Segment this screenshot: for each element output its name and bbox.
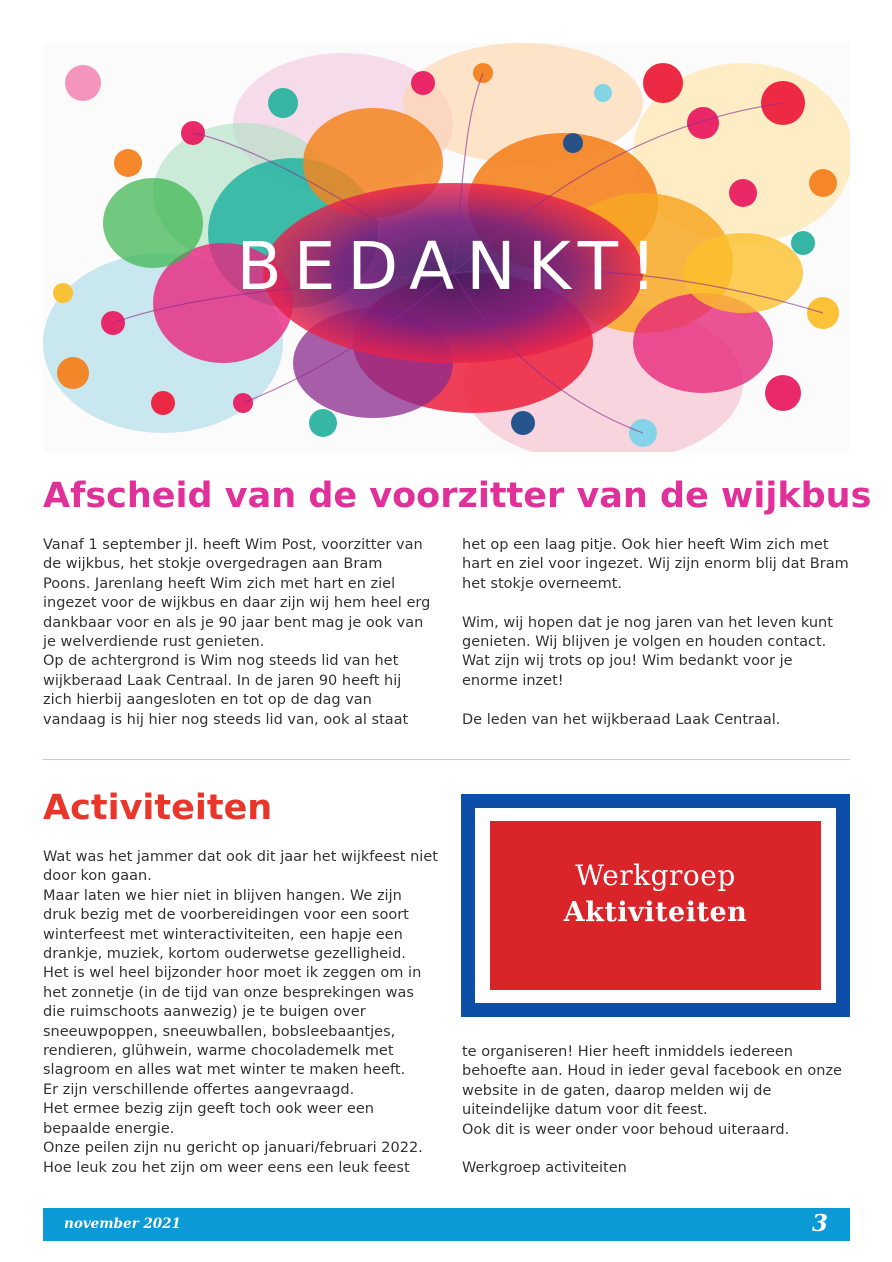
article2-column-right [462,1043,852,1179]
hero-bedankt-text: BEDANKT! [236,228,669,305]
paragraph: Ook dit is weer onder voor behoud uiteraard. [462,1121,790,1138]
signature-text: Werkgroep activiteiten [462,1160,627,1177]
paragraph: Er zijn verschillende offertes aangevraagd. [43,1081,355,1098]
article1-column-right [462,536,852,730]
paragraph: Maar laten we hier niet in blijven hangen. We zijn druk bezig met de voorbereidingen voor een soort winterfeest met winteractiviteiten, een hapje een drankje, muziek, kortom ouderwetse gezelligheid. [43,887,409,963]
logo-white-frame [475,808,836,1003]
paragraph: te organiseren! Hier heeft inmiddels iedereen behoefte aan. Houd in ieder geval facebook en onze website in de gaten, daarop melden wij de uiteindelijke datum voor dit feest. [462,1044,842,1119]
paragraph: Onze peilen zijn nu gericht op januari/februari 2022. Hoe leuk zou het zijn om weer eens een leuk feest [43,1140,423,1176]
footer-date: november 2021 [64,1216,181,1232]
signature-text: De leden van het wijkberaad Laak Centraal. [462,711,781,728]
article2-column-left [43,848,438,1178]
logo-text-werkgroep: Werkgroep [575,859,736,892]
hero-image [43,43,850,452]
article-title-afscheid: Afscheid van de voorzitter van de wijkbus [43,476,872,516]
paragraph: Het is wel heel bijzonder hoor moet ik zeggen om in het zonnetje (in de tijd van onze besprekingen was die ruimschoots aanwezig) je te buigen over sneeuwpoppen, sneeuwballen, bobsleebaantjes, rendieren, glühwein, warme chocolademelk met slagroom en alles wat met winter te maken heeft. [43,965,422,1079]
page-number: 3 [811,1210,828,1237]
paragraph: het op een laag pitje. Ook hier heeft Wim zich met hart en ziel voor ingezet. Wij zijn enorm blij dat Bram het stokje overneemt. [462,537,849,592]
article1-column-left [43,536,433,730]
logo-text-aktiviteiten: Aktiviteiten [563,897,748,928]
article-title-activiteiten: Activiteiten [43,788,273,828]
paragraph: Op de achtergrond is Wim nog steeds lid van het wijkberaad Laak Centraal. In de jaren 90 heeft hij zich hierbij aangesloten en tot op de dag van vandaag is hij hier nog steeds lid van, ook al staat [43,653,409,728]
logo-red-panel [490,821,821,990]
paragraph: Wat was het jammer dat ook dit jaar het wijkfeest niet door kon gaan. [43,849,438,885]
paragraph: Wim, wij hopen dat je nog jaren van het leven kunt genieten. Wij blijven je volgen en houden contact. Wat zijn wij trots op jou! Wim bedankt voor je enorme inzet! [462,614,833,689]
werkgroep-logo [461,794,850,1017]
paragraph: Vanaf 1 september jl. heeft Wim Post, voorzitter van de wijkbus, het stokje overgedragen aan Bram Poons. Jarenlang heeft Wim zich met hart en ziel ingezet voor de wijkbus en daar zijn wij hem heel erg dankbaar voor en als je 90 jaar bent mag je ook van je welverdiende rust genieten. [43,537,431,651]
page-footer [43,1208,850,1241]
section-divider [43,759,850,760]
paragraph: Het ermee bezig zijn geeft toch ook weer een bepaalde energie. [43,1101,374,1137]
